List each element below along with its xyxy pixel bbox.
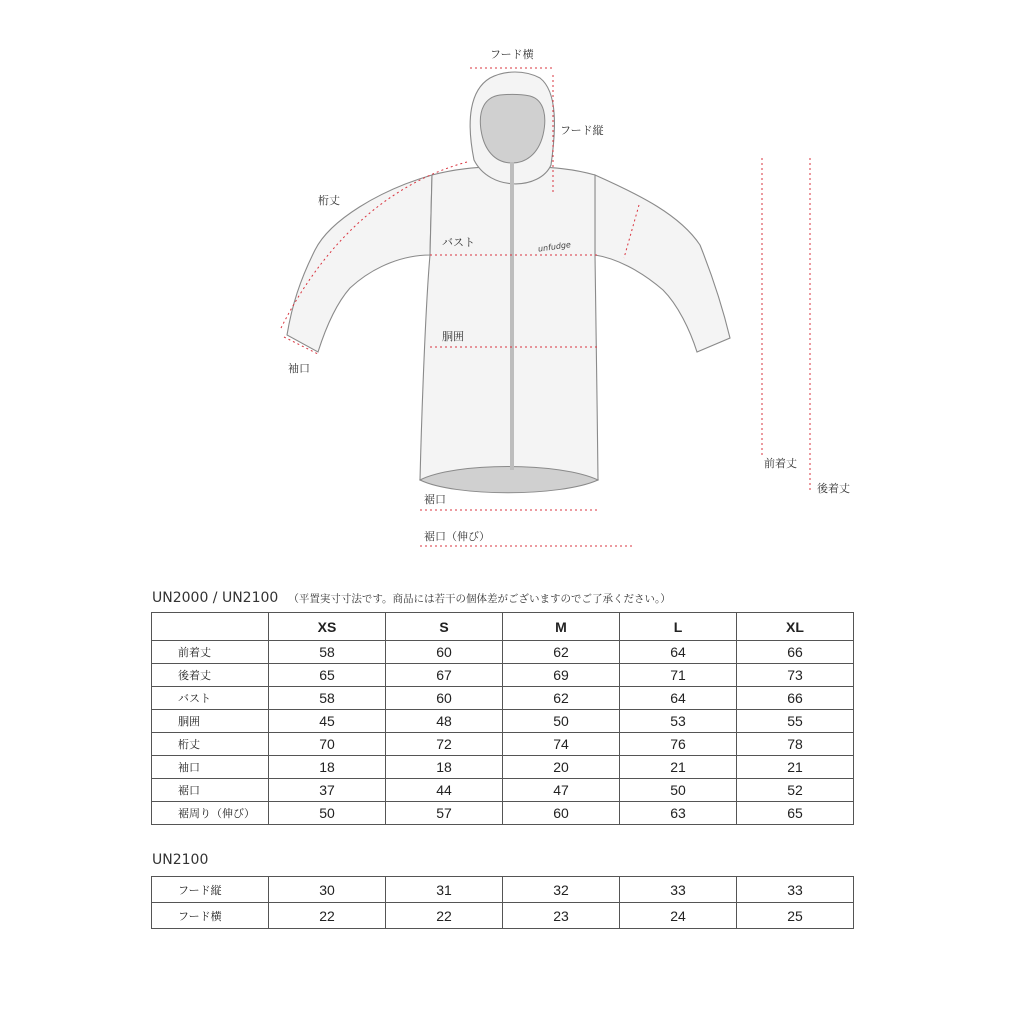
left-sleeve <box>287 175 432 352</box>
cell-value: 31 <box>386 877 503 903</box>
row-label: 袖口 <box>152 756 269 779</box>
row-label: 後着丈 <box>152 664 269 687</box>
row-label: バスト <box>152 687 269 710</box>
cell-value: 65 <box>269 664 386 687</box>
label-hood-height: フード縦 <box>560 124 604 137</box>
table-row <box>152 903 854 929</box>
cell-value: 69 <box>503 664 620 687</box>
chest-logo: unfudge <box>537 240 572 254</box>
header-empty <box>152 613 269 641</box>
label-hem-stretched: 裾口（伸び） <box>424 530 490 543</box>
table1-title <box>152 590 671 606</box>
label-hem: 裾口 <box>424 493 446 506</box>
table-row <box>152 802 854 825</box>
cell-value: 20 <box>503 756 620 779</box>
row-label: 前着丈 <box>152 641 269 664</box>
cell-value: 50 <box>269 802 386 825</box>
cell-value: 23 <box>503 903 620 929</box>
cell-value: 65 <box>737 802 854 825</box>
cell-value: 64 <box>620 641 737 664</box>
row-label: フード横 <box>152 903 269 929</box>
header-size-xl: XL <box>737 613 854 641</box>
label-waist: 胴囲 <box>442 330 464 343</box>
cell-value: 60 <box>386 687 503 710</box>
cell-value: 62 <box>503 687 620 710</box>
label-back-length: 後着丈 <box>817 482 850 495</box>
cell-value: 47 <box>503 779 620 802</box>
row-label: 裾周り（伸び） <box>152 802 269 825</box>
cell-value: 18 <box>269 756 386 779</box>
header-size-m: M <box>503 613 620 641</box>
row-label: 胴囲 <box>152 710 269 733</box>
label-front-length: 前着丈 <box>764 457 797 470</box>
size-table-main <box>151 612 854 825</box>
cell-value: 53 <box>620 710 737 733</box>
cell-value: 64 <box>620 687 737 710</box>
size-table-hood <box>151 876 854 929</box>
table1-model: UN2000 / UN2100 <box>152 590 279 606</box>
cell-value: 74 <box>503 733 620 756</box>
table2-title: UN2100 <box>152 852 209 868</box>
label-hood-width: フード横 <box>490 48 534 61</box>
cell-value: 50 <box>620 779 737 802</box>
label-bust: バスト <box>442 236 475 249</box>
cell-value: 66 <box>737 641 854 664</box>
cell-value: 62 <box>503 641 620 664</box>
cell-value: 78 <box>737 733 854 756</box>
cell-value: 57 <box>386 802 503 825</box>
row-label: 桁丈 <box>152 733 269 756</box>
table-row <box>152 877 854 903</box>
cell-value: 32 <box>503 877 620 903</box>
cell-value: 21 <box>620 756 737 779</box>
cell-value: 70 <box>269 733 386 756</box>
cell-value: 58 <box>269 687 386 710</box>
label-sleeve-length: 桁丈 <box>318 194 340 207</box>
table-row <box>152 664 854 687</box>
cell-value: 30 <box>269 877 386 903</box>
cell-value: 25 <box>737 903 854 929</box>
table-row <box>152 687 854 710</box>
cell-value: 63 <box>620 802 737 825</box>
row-label: フード縦 <box>152 877 269 903</box>
cell-value: 33 <box>620 877 737 903</box>
cell-value: 37 <box>269 779 386 802</box>
row-label: 裾口 <box>152 779 269 802</box>
right-sleeve <box>595 175 730 352</box>
cell-value: 22 <box>269 903 386 929</box>
header-size-l: L <box>620 613 737 641</box>
header-size-xs: XS <box>269 613 386 641</box>
table-row <box>152 756 854 779</box>
cell-value: 71 <box>620 664 737 687</box>
cell-value: 58 <box>269 641 386 664</box>
table1-note: （平置実寸寸法です。商品には若干の個体差がございますのでご了承ください。） <box>288 593 671 605</box>
cell-value: 52 <box>737 779 854 802</box>
cell-value: 48 <box>386 710 503 733</box>
cell-value: 22 <box>386 903 503 929</box>
cell-value: 45 <box>269 710 386 733</box>
cell-value: 60 <box>386 641 503 664</box>
cell-value: 66 <box>737 687 854 710</box>
cell-value: 33 <box>737 877 854 903</box>
table-row <box>152 779 854 802</box>
cell-value: 18 <box>386 756 503 779</box>
cell-value: 67 <box>386 664 503 687</box>
cell-value: 73 <box>737 664 854 687</box>
cell-value: 24 <box>620 903 737 929</box>
table-header-row <box>152 613 854 641</box>
jacket-body <box>420 165 598 488</box>
cell-value: 72 <box>386 733 503 756</box>
cell-value: 60 <box>503 802 620 825</box>
cell-value: 21 <box>737 756 854 779</box>
table-row <box>152 733 854 756</box>
cell-value: 44 <box>386 779 503 802</box>
header-size-s: S <box>386 613 503 641</box>
cell-value: 50 <box>503 710 620 733</box>
cell-value: 76 <box>620 733 737 756</box>
cell-value: 55 <box>737 710 854 733</box>
label-cuff: 袖口 <box>288 362 310 375</box>
table-row <box>152 641 854 664</box>
table-row <box>152 710 854 733</box>
